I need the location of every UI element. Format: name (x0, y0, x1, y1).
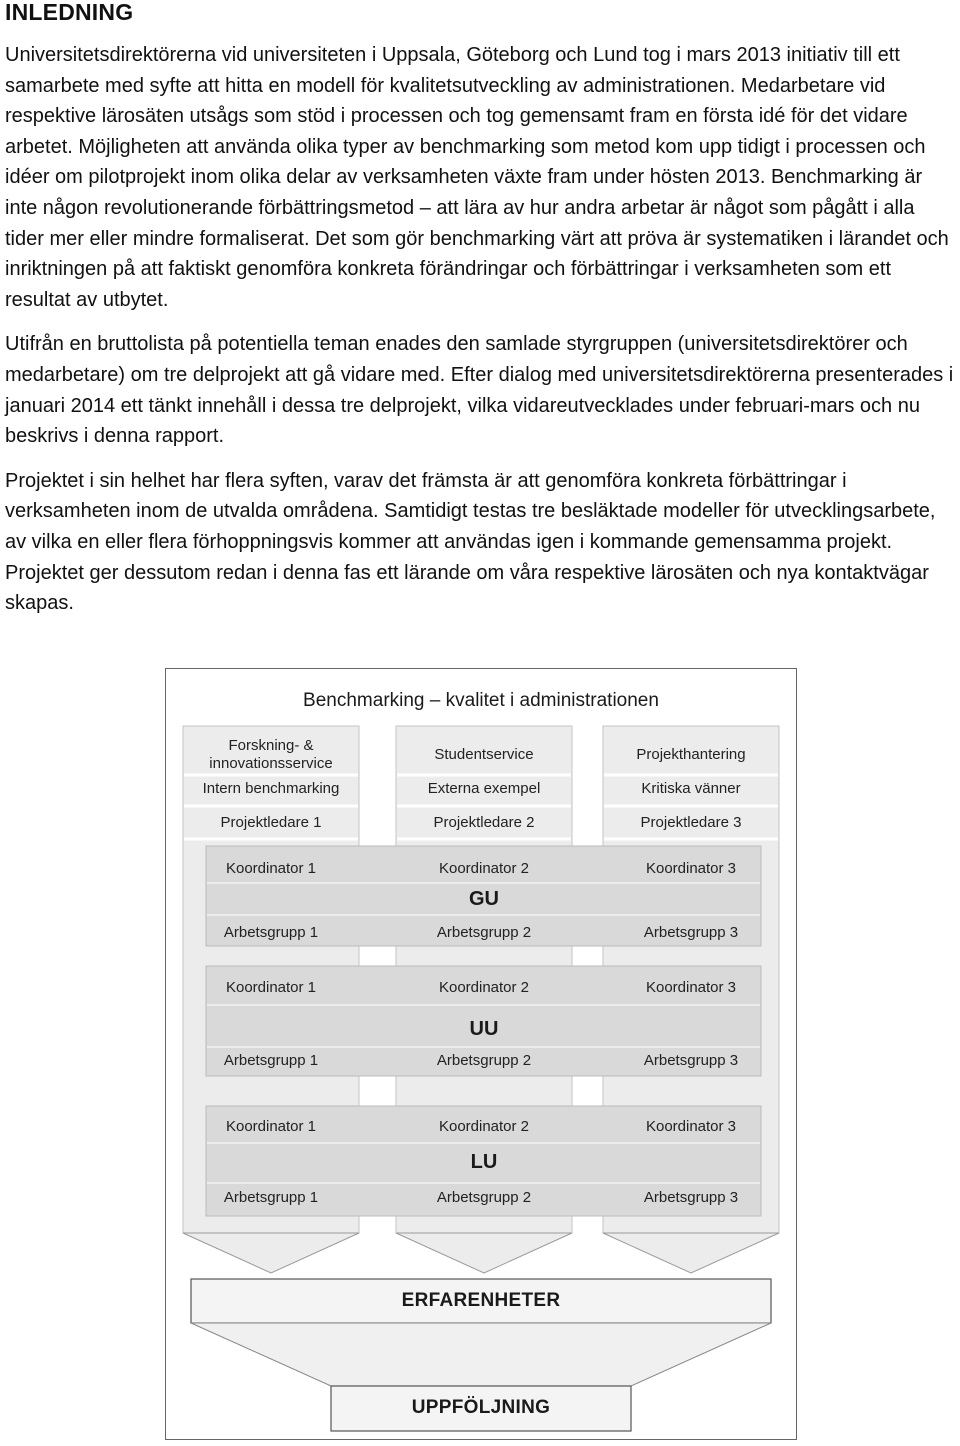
lu-coordinator-2: Koordinator 2 (438, 1118, 530, 1135)
paragraph-subprojects: Utifrån en bruttolista på potentiella teman enades den samlade styrgruppen (universitetsdirektörer och medarbetare) om tre delprojekt att gå vidare med. Efter dialog med universitetsdirektörerna presenterades i januari 2014 ett tänkt innehåll i dessa tre delprojekt, vilka vidareutvecklades under februari-mars och nu beskrivs i denna rapport. (5, 333, 954, 448)
diagram-title: Benchmarking – kvalitet i administrationen (303, 690, 659, 711)
gu-group-3: Arbetsgrupp 3 (643, 924, 739, 941)
university-uu: UU (469, 1018, 499, 1040)
column-arrow-tip-1 (183, 1233, 359, 1273)
uu-coordinator-1: Koordinator 1 (225, 979, 317, 996)
column-leader-3: Projektledare 3 (640, 814, 742, 831)
gu-coordinator-3: Koordinator 3 (645, 860, 737, 877)
lu-coordinator-3: Koordinator 3 (645, 1118, 737, 1135)
gu-group-1: Arbetsgrupp 1 (223, 924, 319, 941)
lu-group-2: Arbetsgrupp 2 (436, 1189, 532, 1206)
gu-group-2: Arbetsgrupp 2 (436, 924, 532, 941)
paragraph-purpose: Projektet i sin helhet har flera syften, varav det främsta är att genomföra konkreta förbättringar i verksamheten inom de utvalda områdena. Samtidigt testas tre besläktade modeller för utvecklingsarbete, av vilka en eller flera förhoppningsvis kommer att användas igen i kommande gemensamma projekt. Projektet ger dessutom redan i denna fas ett lärande om våra respektive lärosäten och nya kontaktvägar skapas. (5, 469, 936, 615)
column-leader-2: Projektledare 2 (433, 814, 535, 831)
gu-coordinator-1: Koordinator 1 (225, 860, 317, 877)
uu-group-1: Arbetsgrupp 1 (223, 1052, 319, 1069)
lu-group-3: Arbetsgrupp 3 (643, 1189, 739, 1206)
uu-group-2: Arbetsgrupp 2 (436, 1052, 532, 1069)
column-method-3: Kritiska vänner (641, 780, 741, 797)
university-lu: LU (470, 1151, 498, 1173)
paragraph-intro: Universitetsdirektörerna vid universiteten i Uppsala, Göteborg och Lund tog i mars 2013 initiativ till ett samarbete med syfte att hitta en modell för kvalitetsutveckling av administrationen. Medarbetare vid respektive lärosäten utsågs som stöd i processen och tog gemensamt fram en första idé för det vidare arbetet. Möjligheten att använda olika typer av benchmarking som metod kom upp tidigt i processen och idéer om pilotprojekt inom olika delar av verksamheten växte fram under hösten 2013. Benchmarking är inte någon revolutionerande förbättringsmetod – att lära av hur andra arbetar är något som pågått i alla tider mer eller mindre formaliserat. Det som gör benchmarking värt att pröva är systematiken i lärandet och inriktningen på att faktiskt genomföra konkreta förändringar och förbättringar i verksamheten som ett resultat av utbytet. (5, 44, 949, 311)
uu-coordinator-2: Koordinator 2 (438, 979, 530, 996)
column-area-2: Studentservice (434, 746, 534, 763)
gu-coordinator-2: Koordinator 2 (438, 860, 530, 877)
document-body (5, 0, 955, 633)
column-leader-1: Projektledare 1 (220, 814, 322, 831)
column-arrow-tip-3 (603, 1233, 779, 1273)
column-method-2: Externa exempel (427, 780, 541, 797)
lu-coordinator-1: Koordinator 1 (225, 1118, 317, 1135)
university-gu: GU (469, 888, 499, 910)
section-heading: INLEDNING (5, 0, 134, 25)
followup-arrow (191, 1323, 771, 1386)
followup-label: UPPFÖLJNING (411, 1397, 551, 1418)
column-area-3: Projekthantering (636, 746, 746, 763)
uu-coordinator-3: Koordinator 3 (645, 979, 737, 996)
uu-group-3: Arbetsgrupp 3 (643, 1052, 739, 1069)
lu-group-1: Arbetsgrupp 1 (223, 1189, 319, 1206)
benchmarking-diagram (165, 668, 797, 1440)
column-method-1: Intern benchmarking (202, 780, 340, 797)
outcome-label: ERFARENHETER (401, 1290, 561, 1311)
column-arrow-tip-2 (396, 1233, 572, 1273)
column-area-1: Forskning- & innovationsservice (209, 737, 333, 772)
